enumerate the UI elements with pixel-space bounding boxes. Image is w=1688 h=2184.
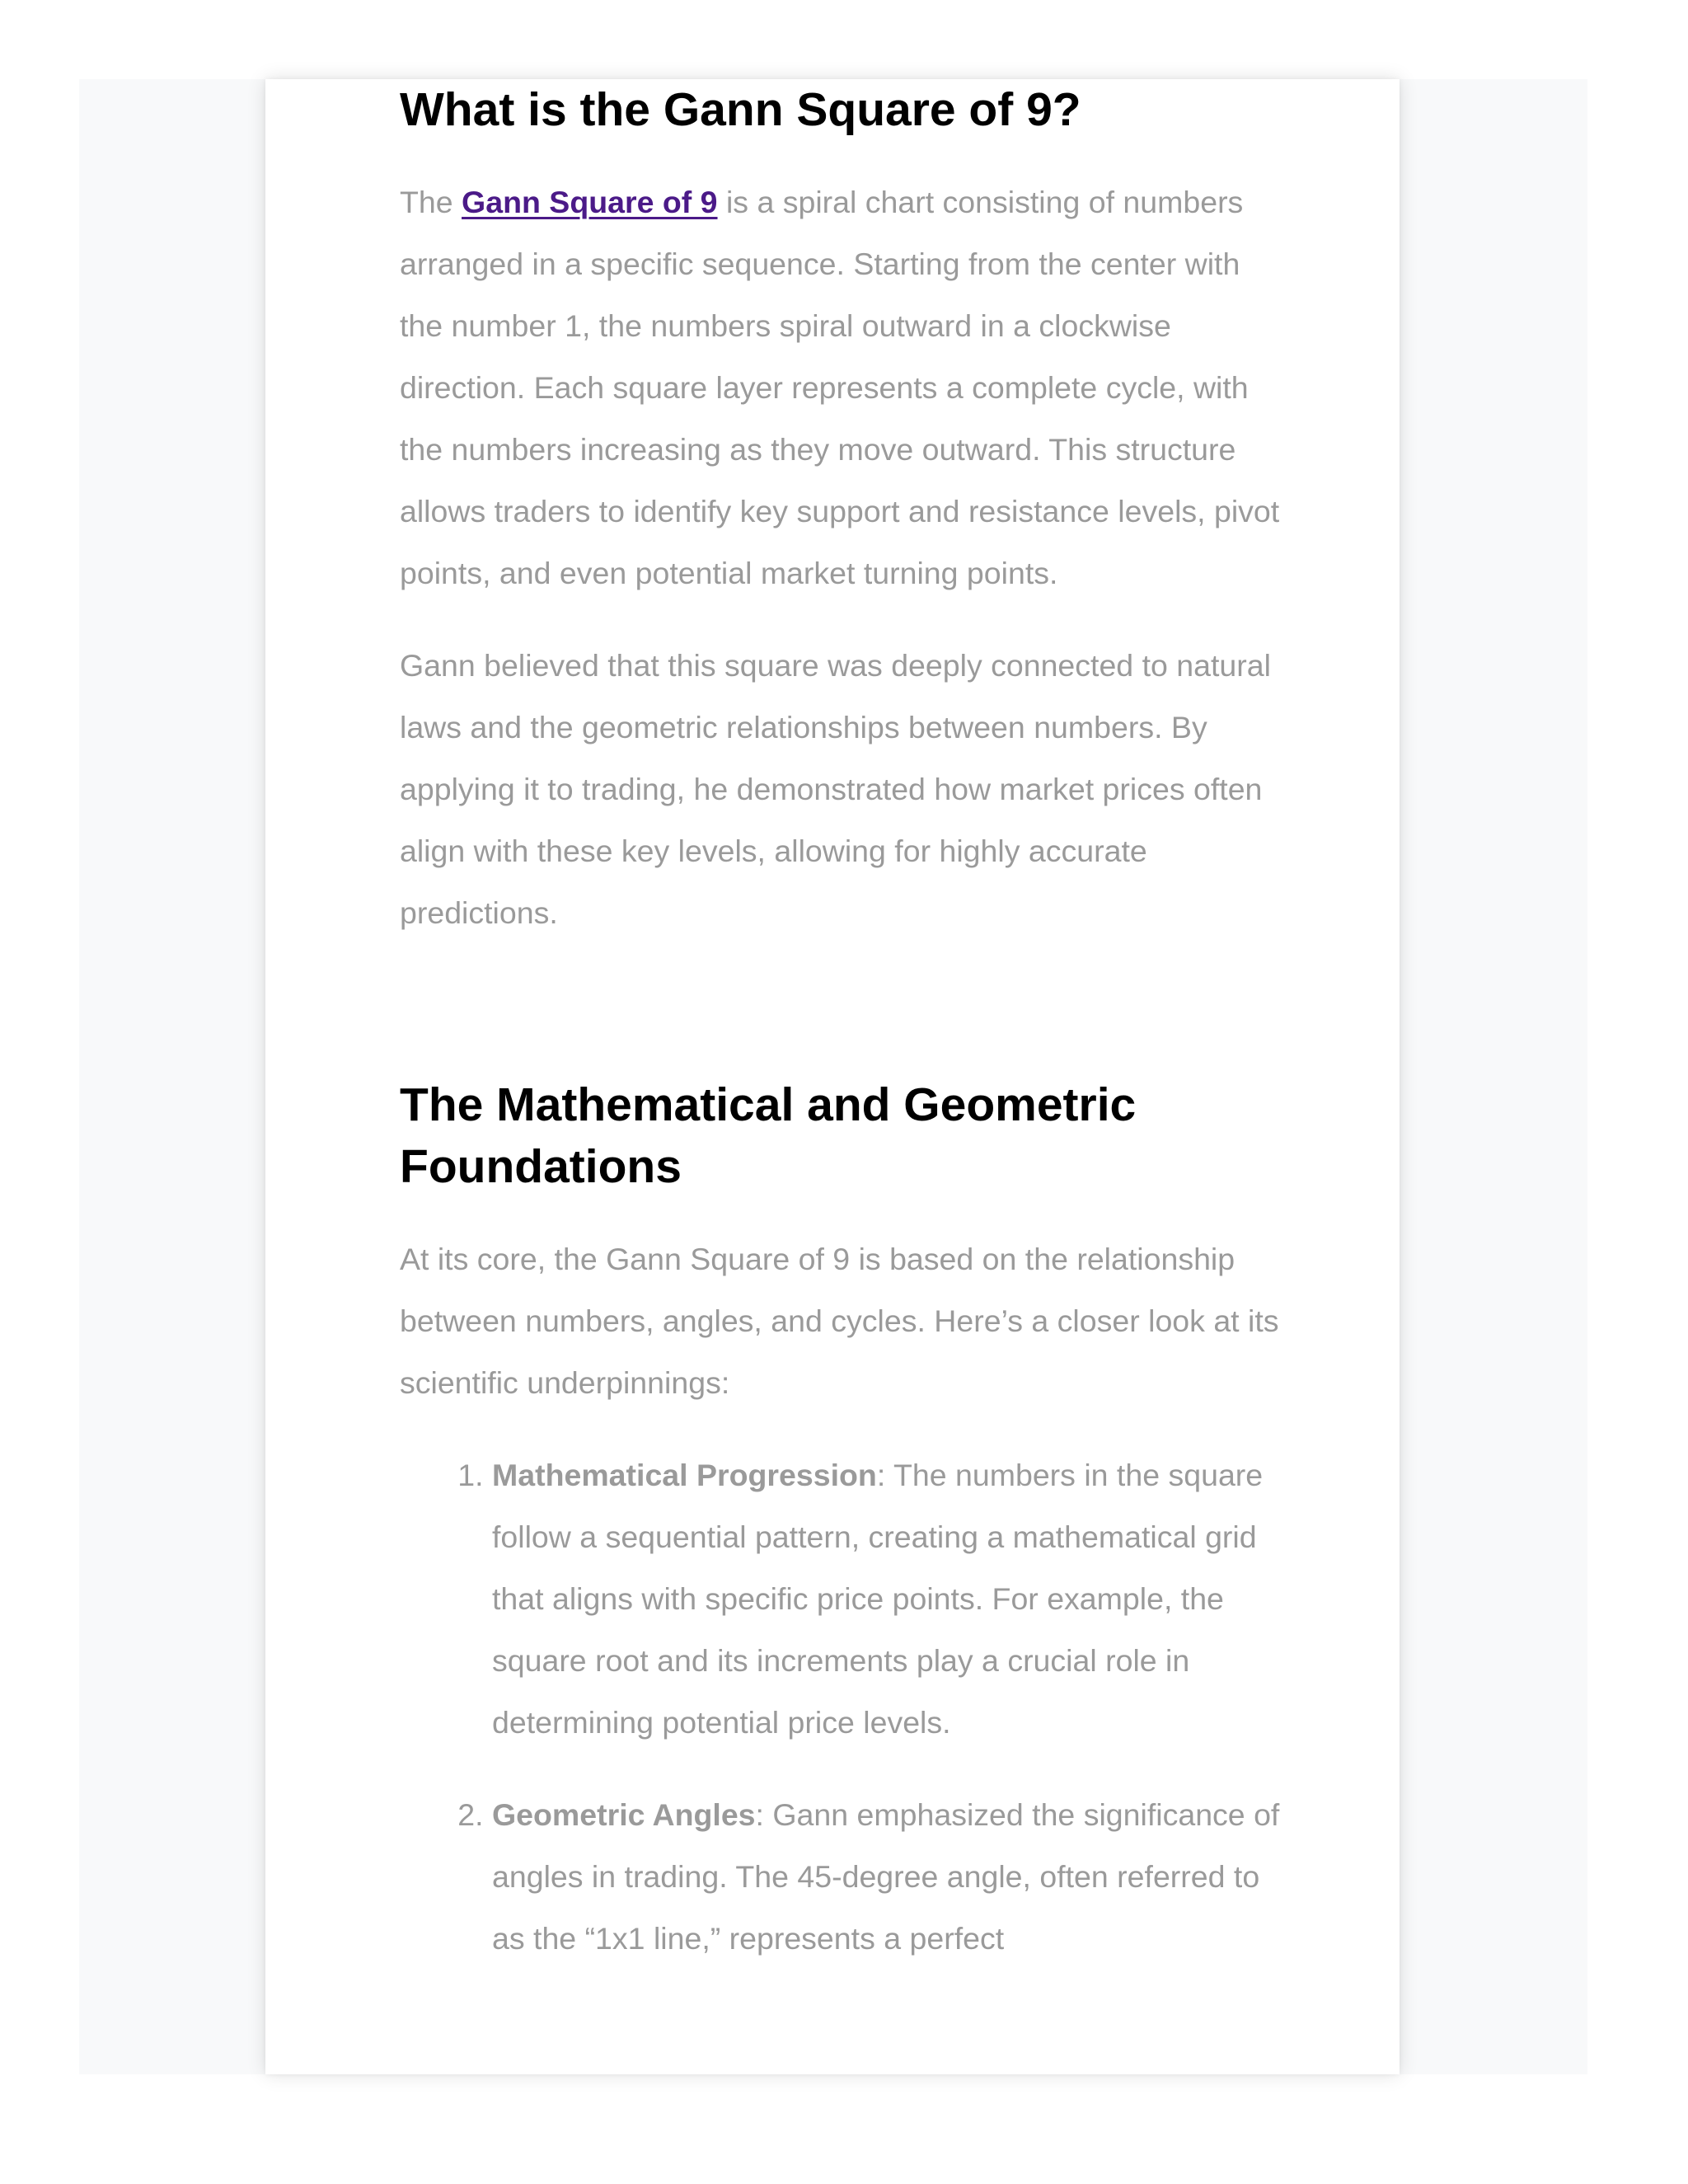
paragraph-lead-text: The bbox=[400, 185, 462, 219]
list-item-text: : The numbers in the square follow a sequential pattern, creating a mathematical grid that aligns with specific price points. For example, the square root and its increments play a crucial role in determining potential price levels. bbox=[492, 1458, 1264, 1740]
foundations-list bbox=[400, 1444, 1282, 1970]
list-item bbox=[492, 1784, 1282, 1970]
list-item-text: : Gann emphasized the significance of angles in trading. The 45-degree angle, often referred to as the “1x1 line,” represents a perfect bbox=[492, 1797, 1280, 1956]
paragraph-body-text: is a spiral chart consisting of numbers arranged in a specific sequence. Starting from the center with the number 1, the numbers spiral outward in a clockwise direction. Each square layer represents a complete cycle, with the numbers increasing as they move outward. This structure allows traders to identify key support and resistance levels, pivot points, and even potential market turning points. bbox=[400, 185, 1280, 590]
section-heading-foundations: The Mathematical and Geometric Foundations bbox=[400, 1078, 1137, 1193]
article-content bbox=[400, 79, 1282, 2000]
section-heading-gann-square: What is the Gann Square of 9? bbox=[400, 83, 1081, 136]
paragraph-gann-square-intro bbox=[400, 171, 1282, 604]
paragraph-gann-belief: Gann believed that this square was deeply connected to natural laws and the geometric relationships between numbers. By applying it to trading, he demonstrated how market prices often align with these key levels, allowing for highly accurate predictions. bbox=[400, 648, 1271, 930]
paragraph-foundations-intro: At its core, the Gann Square of 9 is based on the relationship between numbers, angles, and cycles. Here’s a closer look at its scientific underpinnings: bbox=[400, 1242, 1279, 1400]
list-item bbox=[492, 1444, 1282, 1754]
gann-square-link[interactable]: Gann Square of 9 bbox=[462, 185, 718, 219]
list-item-term: Mathematical Progression bbox=[492, 1458, 877, 1492]
list-item-term: Geometric Angles bbox=[492, 1797, 756, 1832]
